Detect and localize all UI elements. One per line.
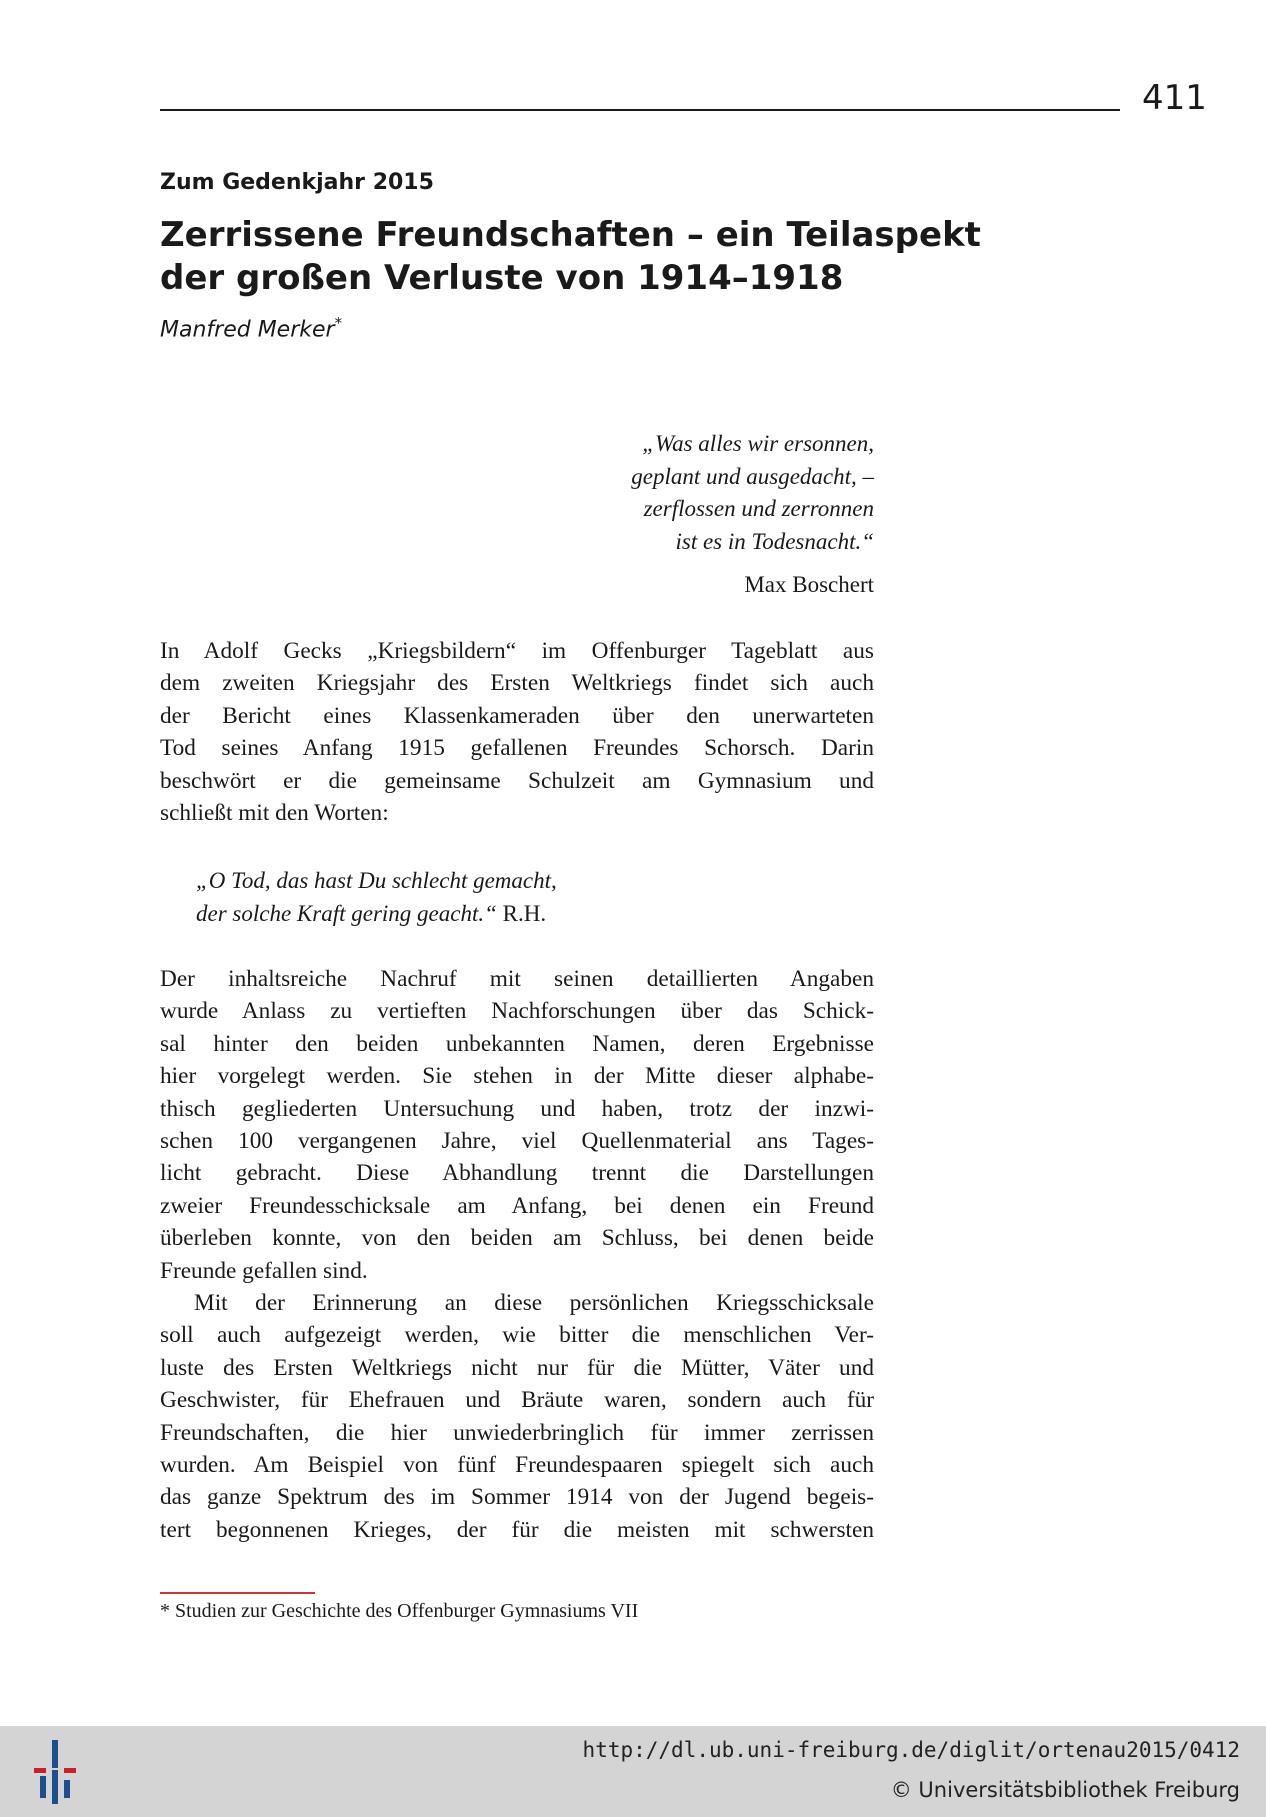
text-line: zweier Freundesschicksale am Anfang, bei denen ein Freund: [160, 1192, 874, 1219]
verse-line-1: „O Tod, das hast Du schlecht gemacht,: [196, 868, 557, 893]
text-line: soll auch aufgezeigt werden, wie bitter die menschlichen Ver-: [160, 1322, 874, 1349]
quoted-verse: [196, 865, 557, 930]
text-line: sal hinter den beiden unbekannten Namen, deren Ergebnisse: [160, 1030, 874, 1057]
author-name: Manfred Merker: [160, 317, 335, 343]
paragraph-intro: [160, 635, 874, 829]
logo-bar-red-left: [34, 1768, 46, 1773]
text-line: schließt mit den Worten:: [160, 799, 389, 826]
text-line: wurde Anlass zu vertieften Nachforschungen über das Schick-: [160, 998, 874, 1025]
logo-bar-red-right: [64, 1768, 76, 1773]
text-line: Freundschaften, die hier unwiederbringlich für immer zerrissen: [160, 1419, 874, 1446]
text-line: der Bericht eines Klassenkameraden über den unerwarteten: [160, 702, 874, 729]
text-line: hier vorgelegt werden. Sie stehen in der Mitte dieser alphabe-: [160, 1063, 874, 1090]
footnote: * Studien zur Geschichte des Offenburger Gymnasiums VII: [160, 1600, 639, 1622]
text-line: schen 100 vergangenen Jahre, viel Quellenmaterial ans Tages-: [160, 1127, 874, 1154]
verse-line-2: [196, 898, 557, 931]
text-line: In Adolf Gecks „Kriegsbildern“ im Offenburger Tageblatt aus: [160, 638, 874, 664]
section-kicker: Zum Gedenkjahr 2015: [160, 170, 434, 195]
text-line: licht gebracht. Diese Abhandlung trennt die Darstellungen: [160, 1160, 874, 1187]
epigraph-line: ist es in Todesnacht.“: [675, 528, 874, 554]
logo-bar-blue-center: [52, 1770, 58, 1804]
footer-bar: [0, 1726, 1266, 1817]
epigraph: [560, 428, 874, 558]
epigraph-line: geplant und ausgedacht, –: [631, 463, 874, 489]
paragraph-erinnerung: [160, 1287, 874, 1546]
title-line-2: der großen Verluste von 1914–1918: [160, 258, 844, 298]
text-line: wurden. Am Beispiel von fünf Freundespaaren spiegelt sich auch: [160, 1451, 874, 1478]
text-line: überleben konnte, von den beiden am Schluss, bei denen beide: [160, 1225, 874, 1252]
text-line: dem zweiten Kriegsjahr des Ersten Weltkriegs findet sich auch: [160, 670, 874, 697]
text-line: beschwört er die gemeinsame Schulzeit am Gymnasium und: [160, 767, 874, 794]
footnote-rule: [160, 1592, 315, 1594]
text-line: thisch gegliederten Untersuchung und haben, trotz der inzwi-: [160, 1095, 874, 1122]
text-line: Der inhaltsreiche Nachruf mit seinen detaillierten Angaben: [160, 966, 874, 992]
article-title: [160, 214, 1040, 300]
footer-copyright: © Universitätsbibliothek Freiburg: [890, 1778, 1240, 1802]
epigraph-line: „Was alles wir ersonnen,: [642, 431, 874, 456]
ub-freiburg-logo-icon: [32, 1740, 78, 1804]
logo-bar-blue-top: [52, 1740, 58, 1768]
footer-url-link[interactable]: http://dl.ub.uni-freiburg.de/diglit/ortenau2015/0412: [582, 1738, 1240, 1762]
paragraph-nachruf: [160, 963, 874, 1287]
author-line: [160, 314, 342, 342]
text-line: Tod seines Anfang 1915 gefallenen Freundes Schorsch. Darin: [160, 735, 874, 762]
text-line: Geschwister, für Ehefrauen und Bräute waren, sondern auch für: [160, 1387, 874, 1414]
verse-line-2-text: der solche Kraft gering geacht.“: [196, 900, 497, 926]
text-line: das ganze Spektrum des im Sommer 1914 von der Jugend begeis-: [160, 1484, 874, 1511]
logo-bar-blue-mid-left: [40, 1776, 46, 1798]
epigraph-line: zerflossen und zerronnen: [643, 496, 874, 521]
header-rule: [160, 109, 1120, 111]
title-line-1: Zerrissene Freundschaften – ein Teilaspekt: [160, 215, 981, 255]
text-line: Freunde gefallen sind.: [160, 1257, 368, 1284]
logo-bar-blue-right: [64, 1780, 70, 1798]
page-number: 411: [1142, 78, 1207, 118]
verse-initials: R.H.: [502, 900, 547, 926]
text-line: tert begonnenen Krieges, der für die meisten mit schwersten: [160, 1516, 874, 1543]
text-line: luste des Ersten Weltkriegs nicht nur für die Mütter, Väter und: [160, 1354, 874, 1381]
author-footnote-mark: *: [334, 314, 343, 332]
epigraph-attribution: Max Boschert: [744, 572, 874, 597]
text-line: Mit der Erinnerung an diese persönlichen Kriegsschicksale: [194, 1290, 874, 1316]
